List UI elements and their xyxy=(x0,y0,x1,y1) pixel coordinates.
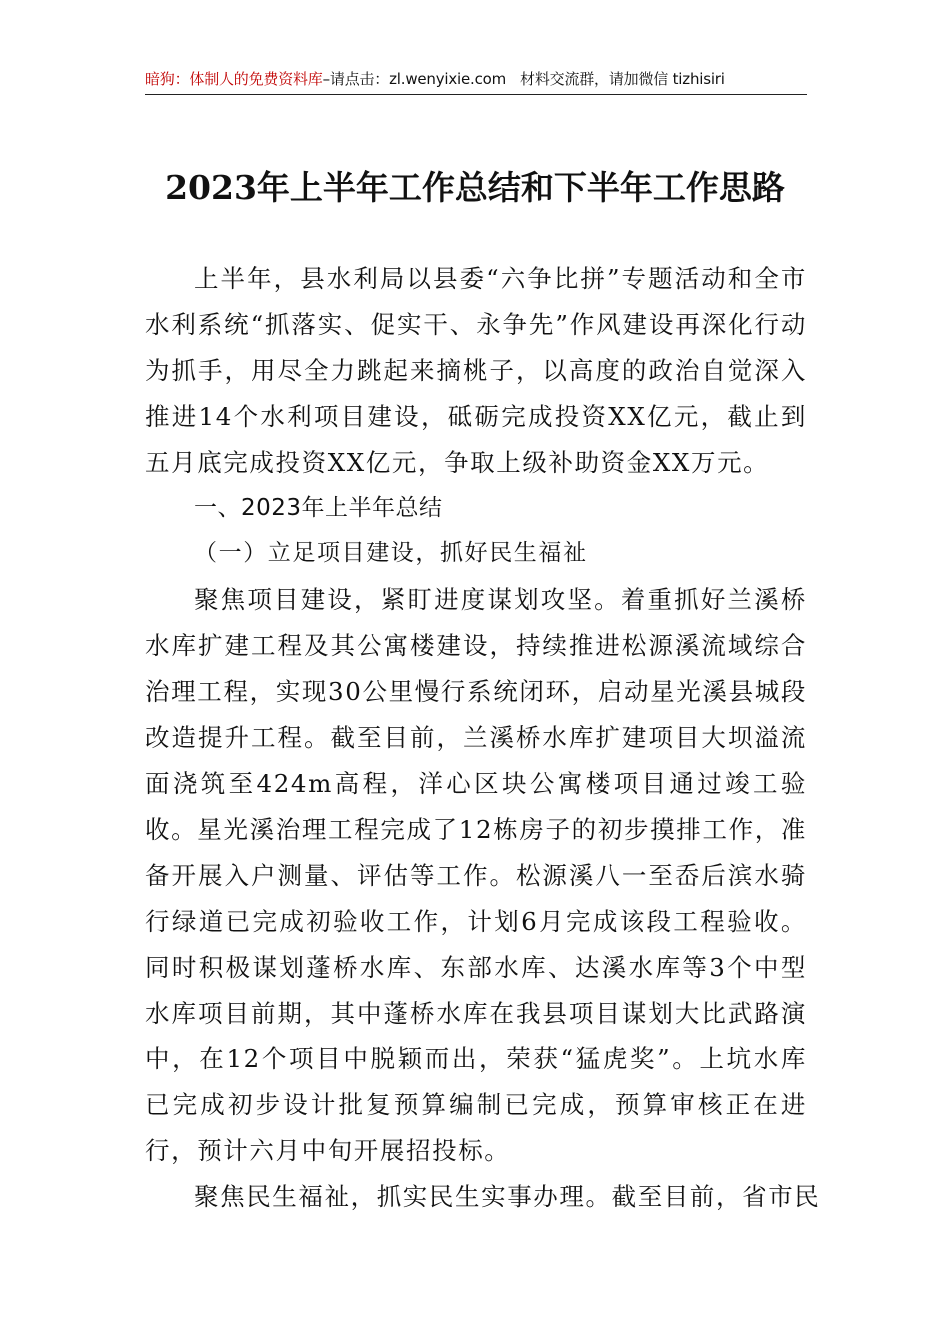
body-paragraph-continued: 聚焦民生福祉，抓实民生实事办理。截至目前，省市民 xyxy=(194,1182,821,1212)
header-source-text: 暗狗：体制人的免费资料库 xyxy=(145,70,323,88)
intro-paragraph: 上半年，县水利局以县委“六争比拼”专题活动和全市水利系统“抓落实、促实干、永争先”作风建设再深化行动为抓手，用尽全力跳起来摘桃子，以高度的政治自觉深入推进14个水利项目建设，砥砺完成投资XX亿元，截止到五月底完成投资XX亿元，争取上级补助资金XX万元。 xyxy=(145,264,807,477)
document-body xyxy=(145,256,821,1220)
page-header xyxy=(145,64,807,95)
header-link-text[interactable]: –请点击：zl.wenyixie.com xyxy=(322,70,507,88)
document-title: 2023年上半年工作总结和下半年工作思路 xyxy=(165,168,785,207)
body-paragraph: 聚焦项目建设，紧盯进度谋划攻坚。着重抓好兰溪桥水库扩建工程及其公寓楼建设，持续推进松源溪流域综合治理工程，实现30公里慢行系统闭环，启动星光溪县城段改造提升工程。截至目前，兰溪桥水库扩建项目大坝溢流面浇筑至424m高程，洋心区块公寓楼项目通过竣工验收。星光溪治理工程完成了12栋房子的初步摸排工作，准备开展入户测量、评估等工作。松源溪八一至岙后滨水骑行绿道已完成初验收工作，计划6月完成该段工程验收。同时积极谋划蓬桥水库、东部水库、达溪水库等3个中型水库项目前期，其中蓬桥水库在我县项目谋划大比武路演中，在12个项目中脱颖而出，荣获“猛虎奖”。上坑水库已完成初步设计批复预算编制已完成，预算审核正在进行，预计六月中旬开展招投标。 xyxy=(145,585,807,1166)
section-heading: 一、2023年上半年总结 xyxy=(194,494,443,521)
subsection-heading: （一）立足项目建设，抓好民生福祉 xyxy=(194,540,588,567)
header-contact-text: 材料交流群，请加微信 tizhisiri xyxy=(520,70,725,88)
